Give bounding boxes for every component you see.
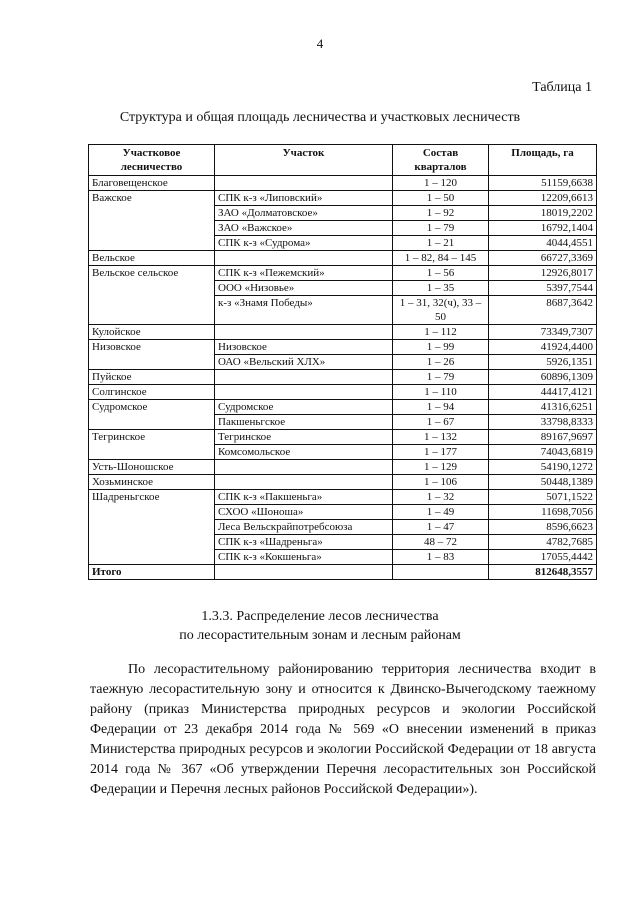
table-row	[89, 370, 597, 385]
cell-area: 12926,8017	[489, 266, 597, 281]
section-heading-line2: по лесорастительным зонам и лесным районам	[179, 628, 461, 643]
cell-plot: Леса Вельскрайпотребсоюза	[215, 520, 393, 535]
cell-quarters: 1 – 67	[393, 415, 489, 430]
cell-area: 11698,7056	[489, 505, 597, 520]
cell-quarters: 1 – 92	[393, 206, 489, 221]
cell-forestry: Благовещенское	[89, 176, 215, 191]
cell-area: 89167,9697	[489, 430, 597, 445]
cell-plot	[215, 475, 393, 490]
cell-quarters: 1 – 83	[393, 550, 489, 565]
cell-area: 44417,4121	[489, 385, 597, 400]
cell-plot: ООО «Низовье»	[215, 281, 393, 296]
cell-plot: ОАО «Вельский ХЛХ»	[215, 355, 393, 370]
cell-area: 73349,7307	[489, 325, 597, 340]
cell-plot: Комсомольское	[215, 445, 393, 460]
cell-quarters: 1 – 50	[393, 191, 489, 206]
cell-area: 4044,4551	[489, 236, 597, 251]
cell-quarters: 1 – 26	[393, 355, 489, 370]
table-row	[89, 176, 597, 191]
cell-plot	[215, 385, 393, 400]
cell-plot: СХОО «Шоноша»	[215, 505, 393, 520]
cell-quarters: 1 – 99	[393, 340, 489, 355]
cell-quarters: 1 – 94	[393, 400, 489, 415]
table-row	[89, 460, 597, 475]
cell-area: 51159,6638	[489, 176, 597, 191]
cell-quarters: 1 – 32	[393, 490, 489, 505]
cell-forestry: Солгинское	[89, 385, 215, 400]
cell-forestry: Вельское	[89, 251, 215, 266]
table-row	[89, 340, 597, 355]
table-body	[89, 176, 597, 565]
table-total-row	[89, 565, 597, 580]
cell-area: 60896,1309	[489, 370, 597, 385]
cell-plot: Пакшеньгское	[215, 415, 393, 430]
cell-quarters: 1 – 31, 32(ч), 33 – 50	[393, 296, 489, 325]
cell-quarters: 1 – 79	[393, 370, 489, 385]
header-forestry: Участковое лесничество	[89, 145, 215, 176]
section-heading	[0, 607, 640, 645]
cell-plot	[215, 325, 393, 340]
cell-quarters: 1 – 129	[393, 460, 489, 475]
header-area: Площадь, га	[489, 145, 597, 176]
cell-plot: ЗАО «Важское»	[215, 221, 393, 236]
cell-area: 54190,1272	[489, 460, 597, 475]
cell-area: 16792,1404	[489, 221, 597, 236]
body-paragraph: По лесорастительному районированию территория лесничества входит в таежную лесорастительную зону и относится к Двинско-Вычегодскому таежному району (приказ Министерства природных ресурсов и экологии Российской Федерации от 23 декабря 2014 года № 569 «О внесении изменений в приказ Министерства природных ресурсов и экологии Российской Федерации от 18 августа 2014 года № 367 «Об утверждении Перечня лесорастительных зон Российской Федерации и Перечня лесных районов Российской Федерации»).	[90, 662, 596, 797]
table-row	[89, 191, 597, 206]
cell-forestry: Важское	[89, 191, 215, 251]
total-label: Итого	[89, 565, 215, 580]
cell-quarters: 1 – 132	[393, 430, 489, 445]
header-quarters: Состав кварталов	[393, 145, 489, 176]
cell-plot: Низовское	[215, 340, 393, 355]
cell-area: 4782,7685	[489, 535, 597, 550]
table-row	[89, 266, 597, 281]
cell-area: 12209,6613	[489, 191, 597, 206]
cell-quarters: 48 – 72	[393, 535, 489, 550]
table-row	[89, 475, 597, 490]
cell-plot: Судромское	[215, 400, 393, 415]
cell-plot: СПК к-з «Липовский»	[215, 191, 393, 206]
cell-area: 66727,3369	[489, 251, 597, 266]
cell-quarters: 1 – 35	[393, 281, 489, 296]
cell-area: 8687,3642	[489, 296, 597, 325]
cell-plot	[215, 251, 393, 266]
cell-area: 50448,1389	[489, 475, 597, 490]
cell-forestry: Кулойское	[89, 325, 215, 340]
cell-area: 5071,1522	[489, 490, 597, 505]
table-row	[89, 430, 597, 445]
cell-forestry: Пуйское	[89, 370, 215, 385]
cell-quarters: 1 – 110	[393, 385, 489, 400]
cell-area: 8596,6623	[489, 520, 597, 535]
table-header-row	[89, 145, 597, 176]
cell-forestry: Усть-Шоношское	[89, 460, 215, 475]
cell-quarters: 1 – 82, 84 – 145	[393, 251, 489, 266]
cell-area: 18019,2202	[489, 206, 597, 221]
total-area: 812648,3557	[489, 565, 597, 580]
cell-plot: СПК к-з «Кокшеньга»	[215, 550, 393, 565]
table-row	[89, 385, 597, 400]
total-empty-plot	[215, 565, 393, 580]
table-row	[89, 490, 597, 505]
cell-quarters: 1 – 177	[393, 445, 489, 460]
header-plot: Участок	[215, 145, 393, 176]
cell-quarters: 1 – 79	[393, 221, 489, 236]
page-number: 4	[316, 36, 324, 51]
cell-area: 17055,4442	[489, 550, 597, 565]
cell-plot: Тегринское	[215, 430, 393, 445]
cell-forestry: Низовское	[89, 340, 215, 370]
table-label: Таблица 1	[532, 80, 592, 95]
cell-forestry: Вельское сельское	[89, 266, 215, 325]
cell-plot: СПК к-з «Пакшеньга»	[215, 490, 393, 505]
cell-area: 74043,6819	[489, 445, 597, 460]
cell-plot	[215, 370, 393, 385]
cell-forestry: Судромское	[89, 400, 215, 430]
table-title: Структура и общая площадь лесничества и участковых лесничеств	[119, 110, 521, 125]
table-row	[89, 325, 597, 340]
section-heading-line1: 1.3.3. Распределение лесов лесничества	[201, 609, 439, 624]
cell-quarters: 1 – 47	[393, 520, 489, 535]
cell-forestry: Шадреньгское	[89, 490, 215, 565]
cell-plot: ЗАО «Долматовское»	[215, 206, 393, 221]
forestry-table	[88, 144, 597, 580]
cell-quarters: 1 – 106	[393, 475, 489, 490]
cell-quarters: 1 – 49	[393, 505, 489, 520]
cell-forestry: Хозьминское	[89, 475, 215, 490]
table-row	[89, 400, 597, 415]
cell-plot	[215, 176, 393, 191]
cell-area: 33798,8333	[489, 415, 597, 430]
cell-plot	[215, 460, 393, 475]
cell-area: 41316,6251	[489, 400, 597, 415]
cell-forestry: Тегринское	[89, 430, 215, 460]
cell-plot: СПК к-з «Судрома»	[215, 236, 393, 251]
table-row	[89, 251, 597, 266]
cell-quarters: 1 – 56	[393, 266, 489, 281]
total-empty-quarters	[393, 565, 489, 580]
cell-plot: к-з «Знамя Победы»	[215, 296, 393, 325]
cell-area: 5926,1351	[489, 355, 597, 370]
cell-quarters: 1 – 112	[393, 325, 489, 340]
cell-quarters: 1 – 21	[393, 236, 489, 251]
cell-area: 5397,7544	[489, 281, 597, 296]
cell-quarters: 1 – 120	[393, 176, 489, 191]
cell-area: 41924,4400	[489, 340, 597, 355]
cell-plot: СПК к-з «Шадреньга»	[215, 535, 393, 550]
cell-plot: СПК к-з «Пежемский»	[215, 266, 393, 281]
